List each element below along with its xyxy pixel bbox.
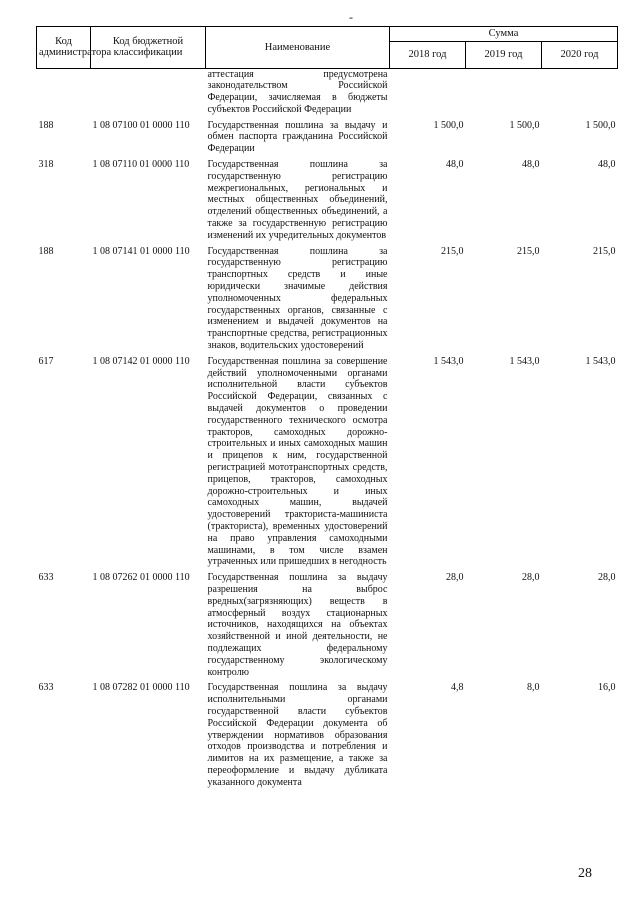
kbk-cell: 1 08 07142 01 0000 110 (92, 355, 190, 367)
header-row (37, 27, 618, 42)
value-2018-cell: 1 500,0 (433, 119, 464, 131)
value-2019-cell: 8,0 (527, 682, 540, 694)
page-number: 28 (578, 866, 592, 881)
value-2018-cell: 28,0 (446, 572, 464, 584)
page-mark: - (349, 10, 353, 24)
name-cell: Государственная пошлина за совершение действий уполномоченными органами исполнительной власти субъектов Российской Федерации, связанных с выдачей документов о проведении государственного технического осмотра тракторов, самоходных дорожно-строительных и иных самоходных машин и прицепов к ним, государственной регистрацией мототранспортных средств, прицепов, тракторов, самоходных дорожно-строительных и иных самоходных машин, выдачей удостоверений тракториста-машиниста (тракториста), временных удостоверений на право управления самоходными машинами, в том числе взамен утраченных или пришедших в негодность (207, 355, 388, 568)
header-kbk: Код бюджетной классификации (91, 27, 206, 69)
table-row (37, 246, 618, 352)
value-2020-cell: 1 500,0 (585, 119, 616, 131)
header-sum: Сумма (390, 27, 618, 42)
table-row (37, 120, 618, 155)
kbk-cell (91, 68, 206, 116)
name-cell: аттестация предусмотрена законодательством Российской Федерации, зачисляемая в бюджеты субъектов Российской Федерации (207, 68, 388, 115)
name-cell: Государственная пошлина за выдачу исполнительными органами государственной власти субъектов Российской Федерации документа об утверждении нормативов образования отходов производства и потребления и лимитов на их размещение, а также за переоформление и выдачу дубликата указанного документа (207, 682, 388, 788)
header-name: Наименование (206, 27, 390, 69)
kbk-cell: 1 08 07110 01 0000 110 (92, 159, 190, 171)
admin-code-cell: 318 (38, 159, 54, 171)
table-row (37, 68, 618, 116)
admin-code-cell: 633 (38, 572, 54, 584)
name-cell: Государственная пошлина за выдачу разрешения на выброс вредных(загрязняющих) веществ в атмосферный воздух стационарных источников, находящихся на объектах хозяйственной и иной деятельности, не подлежащих федеральному государственному экологическому контролю (207, 572, 388, 678)
admin-code-cell: 633 (38, 682, 54, 694)
value-2018-cell: 1 543,0 (433, 355, 464, 367)
header-2020: 2020 год (542, 41, 618, 68)
value-2019-cell (466, 68, 542, 116)
value-2018-cell: 48,0 (446, 159, 464, 171)
value-2020-cell (542, 68, 618, 116)
value-2020-cell: 16,0 (598, 682, 616, 694)
value-2020-cell: 48,0 (598, 159, 616, 171)
admin-code-cell: 188 (38, 119, 54, 131)
table-row (37, 356, 618, 568)
table-row (37, 159, 618, 242)
value-2019-cell: 1 500,0 (509, 119, 540, 131)
name-cell: Государственная пошлина за государственную регистрацию транспортных средств и иные юридически значимые действия уполномоченных федеральных государственных органов, связанные с изменением и выдачей документов на транспортные средства, регистрационных знаков, водительских удостоверений (207, 245, 388, 352)
value-2018-cell: 215,0 (441, 245, 464, 257)
name-cell: Государственная пошлина за выдачу и обмен паспорта гражданина Российской Федерации (207, 119, 388, 155)
table-row (37, 682, 618, 788)
budget-table (36, 26, 618, 789)
value-2018-cell: 4,8 (451, 682, 464, 694)
name-cell: Государственная пошлина за государственную регистрацию межрегиональных, региональных и местных общественных объединений, отделений общественных объединений, а также за государственную регистрацию изменений их учредительных документов (207, 159, 388, 241)
kbk-cell: 1 08 07262 01 0000 110 (92, 572, 190, 584)
table-row (37, 572, 618, 678)
value-2020-cell: 1 543,0 (585, 355, 616, 367)
value-2019-cell: 1 543,0 (509, 355, 540, 367)
kbk-cell: 1 08 07100 01 0000 110 (92, 119, 190, 131)
admin-code-cell: 617 (38, 355, 54, 367)
admin-code-cell (37, 68, 91, 116)
header-2018: 2018 год (390, 41, 466, 68)
value-2020-cell: 215,0 (593, 245, 616, 257)
value-2019-cell: 48,0 (522, 159, 540, 171)
kbk-cell: 1 08 07141 01 0000 110 (92, 245, 190, 257)
admin-code-cell: 188 (38, 245, 54, 257)
value-2019-cell: 28,0 (522, 572, 540, 584)
value-2019-cell: 215,0 (517, 245, 540, 257)
value-2020-cell: 28,0 (598, 572, 616, 584)
header-2019: 2019 год (466, 41, 542, 68)
kbk-cell: 1 08 07282 01 0000 110 (92, 682, 190, 694)
header-admin-code: Код администратора (37, 27, 91, 69)
value-2018-cell (390, 68, 466, 116)
